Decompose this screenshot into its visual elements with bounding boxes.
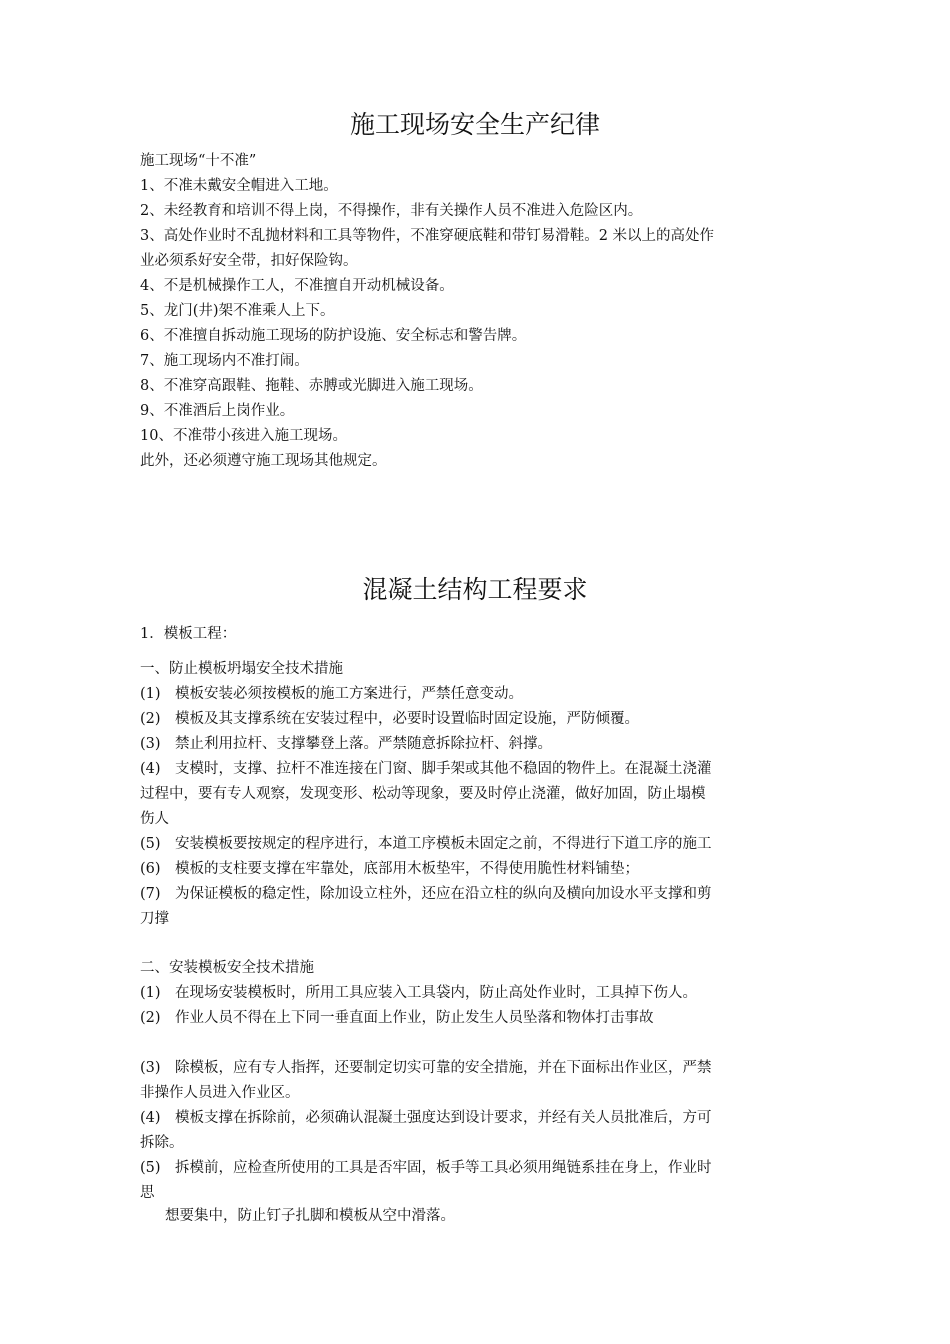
section2-line: (1) 在现场安装模板时，所用工具应装入工具袋内，防止高处作业时，工具掉下伤人。 [140,985,698,1001]
section2-line: (6) 模板的支柱要支撑在牢靠处，底部用木板垫牢，不得使用脆性材料铺垫； [140,861,640,877]
section2-line: (5) 安装模板要按规定的程序进行，本道工序模板未固定之前，不得进行下道工序的施工 [140,836,712,852]
section1-line: 2、未经教育和培训不得上岗，不得操作，非有关操作人员不准进入危险区内。 [140,203,643,219]
section2-line: (7) 为保证模板的稳定性，除加设立柱外，还应在沿立柱的纵向及横向加设水平支撑和剪 [140,886,712,902]
section2-line: 想要集中，防止钉子扎脚和模板从空中滑落。 [165,1208,455,1224]
section1-line: 1、不准未戴安全帽进入工地。 [140,178,338,194]
section2-line: 拆除。 [140,1135,184,1151]
section2-line: (3) 除模板，应有专人指挥，还要制定切实可靠的安全措施，并在下面标出作业区，严禁 [140,1060,712,1076]
section1-title: 施工现场安全生产纪律 [349,110,600,139]
section2-line: 二、安装模板安全技术措施 [140,960,314,976]
section1-line: 8、不准穿高跟鞋、拖鞋、赤膊或光脚进入施工现场。 [140,378,483,394]
section1-line: 9、不准酒后上岗作业。 [140,403,295,419]
section2-line: 伤人 [140,811,169,827]
section2-line: 刀撑 [140,911,169,927]
section1-line: 此外，还必须遵守施工现场其他规定。 [140,453,387,469]
section1-line: 3、高处作业时不乱抛材料和工具等物件，不准穿硬底鞋和带钉易滑鞋。2 米以上的高处作 [140,228,715,244]
section2-line: (2) 作业人员不得在上下同一垂直面上作业，防止发生人员坠落和物体打击事故 [140,1010,654,1026]
section2-line: (5) 拆模前，应检查所使用的工具是否牢固，板手等工具必须用绳链系挂在身上，作业时 [140,1160,712,1176]
section2-line: 思 [140,1185,155,1201]
section1-line: 10、不准带小孩进入施工现场。 [140,428,347,444]
section2-line: (4) 支模时，支撑、拉杆不准连接在门窗、脚手架或其他不稳固的物件上。在混凝土浇灌 [140,761,712,777]
section2-line: (3) 禁止利用拉杆、支撑攀登上落。严禁随意拆除拉杆、斜撑。 [140,736,553,752]
section2-title: 混凝土结构工程要求 [362,575,588,604]
section1-line: 业必须系好安全带，扣好保险钩。 [140,253,358,269]
section1-line: 5、龙门(井)架不准乘人上下。 [140,303,335,319]
section2-line: 过程中，要有专人观察，发现变形、松动等现象，要及时停止浇灌，做好加固，防止塌模 [140,786,706,802]
section1-line: 6、不准擅自拆动施工现场的防护设施、安全标志和警告牌。 [140,328,527,344]
section2-line: (1) 模板安装必须按模板的施工方案进行，严禁任意变动。 [140,686,524,702]
section1-line: 4、不是机械操作工人，不准擅自开动机械设备。 [140,278,454,294]
section1-line: 7、施工现场内不准打闹。 [140,353,309,369]
section2-line: 一、防止模板坍塌安全技术措施 [140,661,343,677]
section2-line: (2) 模板及其支撑系统在安装过程中，必要时设置临时固定设施，严防倾覆。 [140,711,640,727]
section1-line: 施工现场“十不准” [140,153,257,169]
section2-line: (4) 模板支撑在拆除前，必须确认混凝土强度达到设计要求，并经有关人员批准后，方可 [140,1110,712,1126]
section2-line: 非操作人员进入作业区。 [140,1085,300,1101]
section2-line: 1．模板工程： [140,626,237,642]
